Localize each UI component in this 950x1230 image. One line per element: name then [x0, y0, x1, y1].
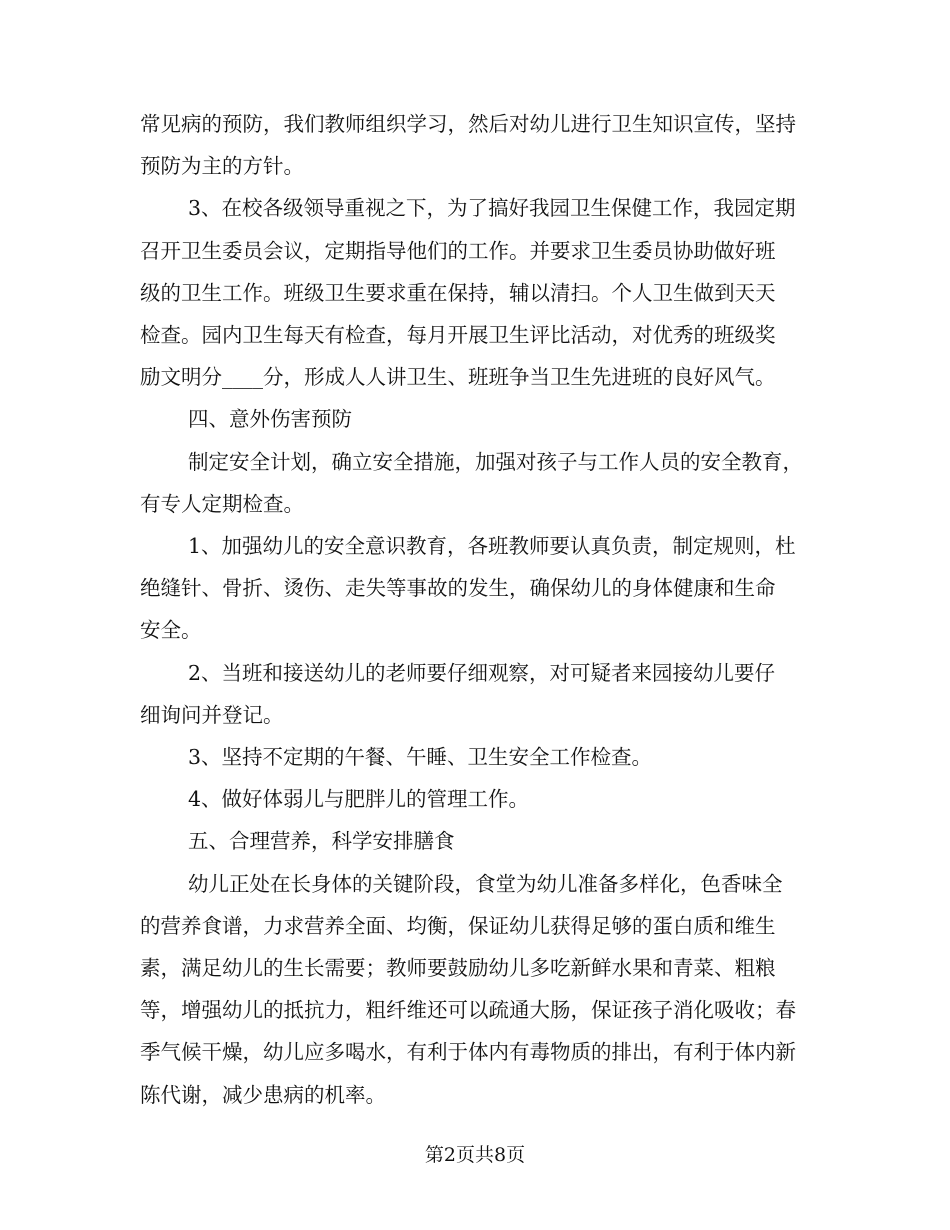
- text-line: 2、当班和接送幼儿的老师要仔细观察，对可疑者来园接幼儿要仔: [188, 660, 776, 685]
- text-line: 陈代谢，减少患病的机率。: [140, 1082, 386, 1107]
- section-heading: 四、意外伤害预防: [188, 407, 352, 432]
- text-line: 绝缝针、骨折、烫伤、走失等事故的发生，确保幼儿的身体健康和生命: [140, 576, 776, 601]
- text-line: 的营养食谱，力求营养全面、均衡，保证幼儿获得足够的蛋白质和维生: [140, 913, 776, 938]
- text-line: 1、加强幼儿的安全意识教育，各班教师要认真负责，制定规则，杜: [188, 534, 796, 559]
- text-line: 励文明分____分，形成人人讲卫生、班班争当卫生先进班的良好风气。: [140, 365, 776, 390]
- section-heading: 五、合理营养，科学安排膳食: [188, 829, 455, 854]
- text-line: 等，增强幼儿的抵抗力，粗纤维还可以疏通大肠，保证孩子消化吸收；春: [140, 998, 796, 1023]
- text-line: 有专人定期检查。: [140, 491, 304, 516]
- text-line: 3、在校各级领导重视之下，为了搞好我园卫生保健工作，我园定期: [188, 196, 796, 221]
- page-number-footer: 第2页共8页: [424, 1144, 526, 1166]
- text-line: 素，满足幼儿的生长需要；教师要鼓励幼儿多吃新鲜水果和青菜、粗粮: [140, 956, 776, 981]
- text-line: 3、坚持不定期的午餐、午睡、卫生安全工作检查。: [188, 745, 653, 770]
- text-line: 制定安全计划，确立安全措施，加强对孩子与工作人员的安全教育，: [188, 449, 803, 474]
- text-line: 召开卫生委员会议，定期指导他们的工作。并要求卫生委员协助做好班: [140, 238, 776, 263]
- text-line: 级的卫生工作。班级卫生要求重在保持，辅以清扫。个人卫生做到天天: [140, 280, 776, 305]
- text-line: 预防为主的方针。: [140, 154, 304, 179]
- text-line: 检查。园内卫生每天有检查，每月开展卫生评比活动，对优秀的班级奖: [140, 323, 776, 348]
- text-line: 4、做好体弱儿与肥胖儿的管理工作。: [188, 787, 530, 812]
- text-line: 安全。: [140, 618, 202, 643]
- text-line: 季气候干燥，幼儿应多喝水，有利于体内有毒物质的排出，有利于体内新: [140, 1040, 796, 1065]
- text-line: 幼儿正处在长身体的关键阶段，食堂为幼儿准备多样化，色香味全: [188, 871, 783, 896]
- document-body: [140, 103, 820, 1116]
- text-line: 细询问并登记。: [140, 702, 284, 727]
- text-line: 常见病的预防，我们教师组织学习，然后对幼儿进行卫生知识宣传，坚持: [140, 112, 796, 136]
